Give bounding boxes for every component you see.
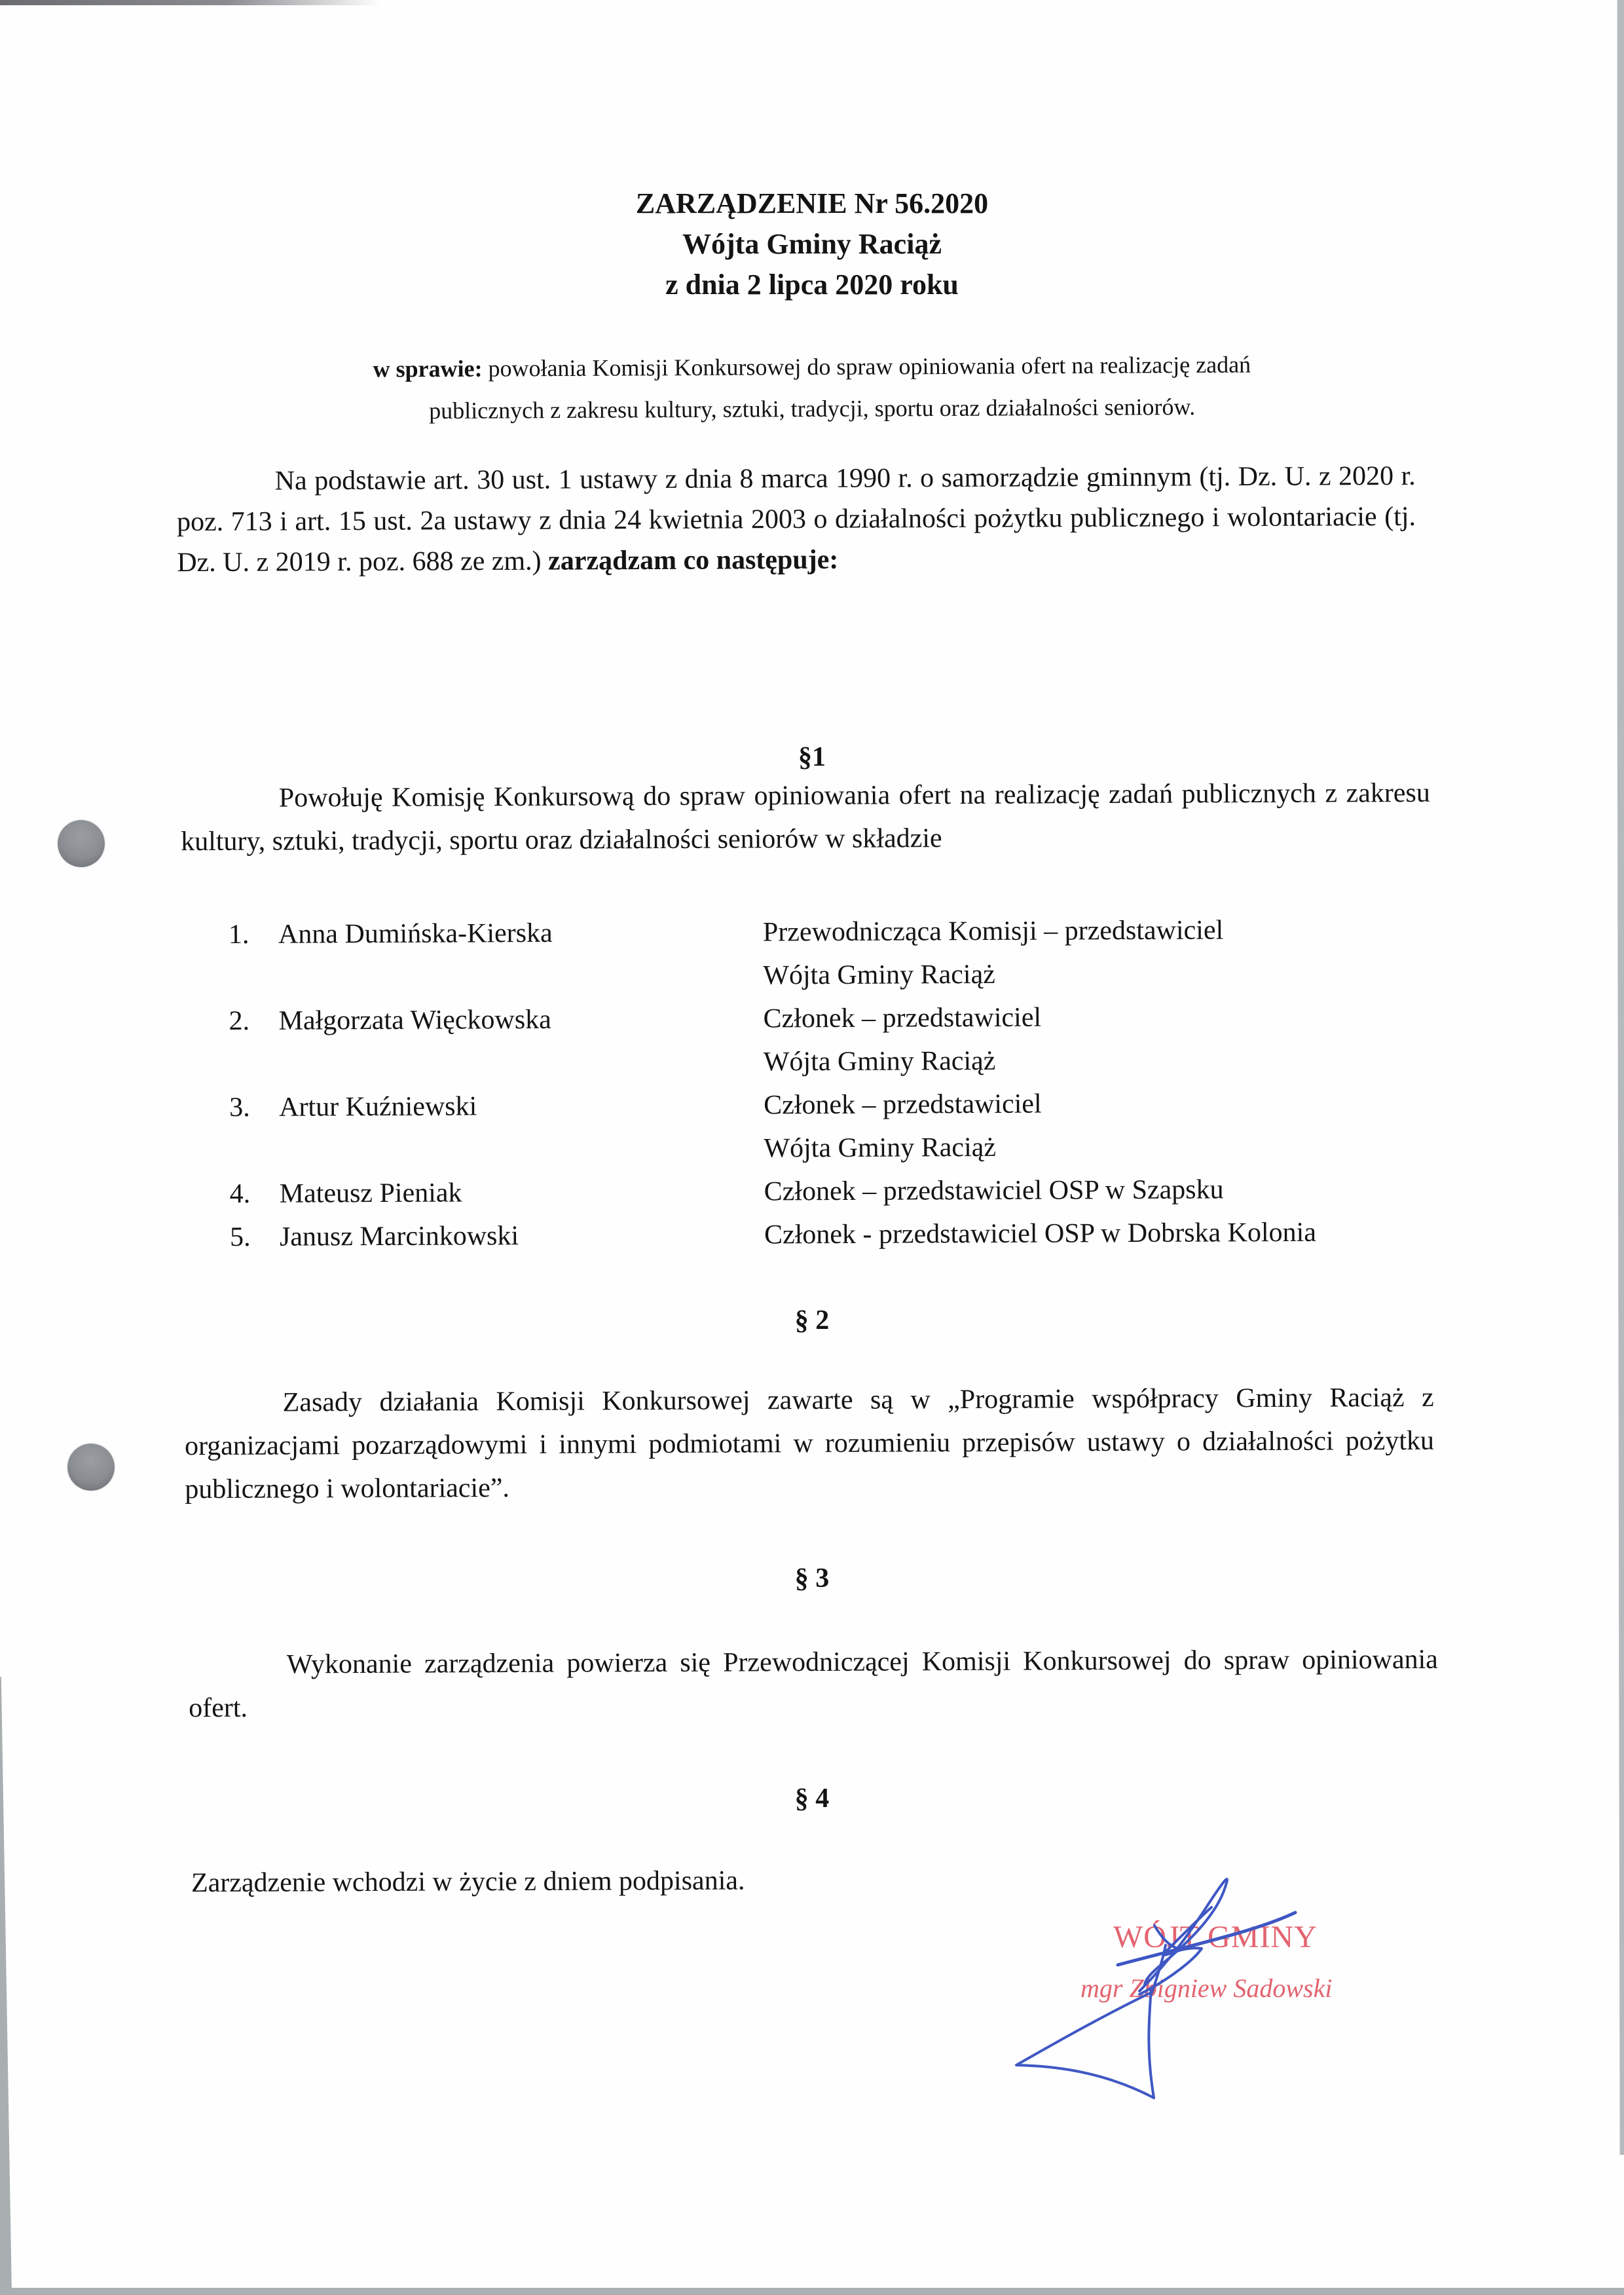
subject-text-line-2: publicznych z zakresu kultury, sztuki, tradycji, sportu oraz działalności seniorów. — [429, 393, 1196, 424]
member-role-line-1: Przewodnicząca Komisji – przedstawiciel — [762, 915, 1224, 948]
section-4-sign: § 4 — [794, 1783, 830, 1814]
scan-edge-bottom — [0, 2288, 1624, 2295]
member-role — [763, 908, 1441, 998]
member-name: Mateusz Pieniak — [279, 1178, 462, 1209]
member-name: Anna Dumińska-Kierska — [278, 918, 553, 950]
stamp-office: WÓJT GMINY — [1113, 1920, 1318, 1954]
member-name: Małgorzata Więckowska — [278, 1004, 551, 1036]
member-number: 4. — [229, 1178, 251, 1210]
member-name: Artur Kuźniewski — [279, 1091, 477, 1123]
subject-text-line-1: powołania Komisji Konkursowej do spraw opiniowania ofert na realizację zadań — [488, 351, 1251, 382]
member-role — [763, 994, 1441, 1084]
member-role-line-1: Członek – przedstawiciel — [763, 1002, 1042, 1034]
section-2-body: Zasady działania Komisji Konkursowej zawarte są w „Programie współpracy Gminy Raciąż z organizacjami pozarządowymi i innymi podmiotami w rozumieniu przepisów ustawy o działalności pożytku publicznego i wolontariacie”. — [184, 1382, 1435, 1505]
member-number: 2. — [229, 1005, 250, 1037]
scan-edge-right — [1614, 0, 1624, 2155]
section-2-sign: § 2 — [794, 1305, 830, 1335]
stamp-person: mgr Zbigniew Sadowski — [1080, 1973, 1333, 2003]
member-role — [764, 1210, 1441, 1257]
basis-text: Na podstawie art. 30 ust. 1 ustawy z dnia 8 marca 1990 r. o samorządzie gminnym (tj. Dz. U. z 2020 r. poz. 713 i art. 15 ust. 2a ustawy z dnia 24 kwietnia 2003 o działalności pożytku publicznego i wolontariacie (tj. Dz. U. z 2019 r. poz. 688 ze zm.) — [176, 460, 1416, 578]
member-role-line-1: Członek - przedstawiciel OSP w Dobrska Kolonia — [764, 1217, 1317, 1250]
committee-members-list — [229, 908, 1441, 1259]
member-number: 3. — [229, 1092, 250, 1123]
document-subject — [223, 343, 1402, 432]
punch-hole-icon — [67, 1444, 115, 1491]
section-3-sign: § 3 — [794, 1563, 830, 1594]
scan-edge-top — [0, 0, 380, 5]
member-role-line-1: Członek – przedstawiciel — [764, 1089, 1042, 1121]
subject-label: w sprawie: — [373, 355, 483, 382]
member-role-line-2: Wójta Gminy Raciąż — [763, 1045, 996, 1077]
section-1-body: Powołuję Komisję Konkursową do spraw opiniowania ofert na realizację zadań publicznych z zakresu kultury, sztuki, tradycji, sportu oraz działalności seniorów w składzie — [181, 777, 1430, 857]
member-role-line-2: Wójta Gminy Raciąż — [764, 1132, 997, 1164]
member-number: 5. — [229, 1222, 251, 1253]
section-2-text — [185, 1376, 1435, 1511]
member-row — [229, 908, 1441, 999]
document-title — [0, 183, 1624, 305]
member-row — [230, 1167, 1441, 1216]
section-3-text — [189, 1638, 1439, 1730]
title-line-3: z dnia 2 lipca 2020 roku — [665, 269, 959, 301]
member-row — [229, 994, 1441, 1086]
section-1-sign: §1 — [798, 742, 826, 772]
title-line-1: ZARZĄDZENIE Nr 56.2020 — [635, 187, 989, 219]
legal-basis — [177, 456, 1416, 583]
member-number: 1. — [228, 919, 249, 950]
official-stamp — [1022, 1899, 1428, 2096]
punch-hole-icon — [58, 820, 105, 867]
section-3-body: Wykonanie zarządzenia powierza się Przewodniczącej Komisji Konkursowej do spraw opiniowania ofert. — [189, 1644, 1438, 1724]
member-role — [764, 1167, 1441, 1214]
member-role — [764, 1081, 1441, 1170]
scan-edge-left — [0, 1677, 12, 2295]
member-role-line-2: Wójta Gminy Raciąż — [763, 959, 995, 991]
section-4-body: Zarządzenie wchodzi w życie z dniem podpisania. — [191, 1865, 745, 1899]
title-line-2: Wójta Gminy Raciąż — [682, 228, 942, 260]
member-role-line-1: Członek – przedstawiciel OSP w Szapsku — [764, 1174, 1224, 1207]
section-4-text — [191, 1856, 1441, 1905]
section-1-text — [181, 772, 1431, 863]
basis-decree: zarządzam co następuje: — [548, 544, 839, 576]
member-row — [229, 1081, 1441, 1172]
member-name: Janusz Marcinkowski — [279, 1221, 519, 1252]
member-row — [230, 1210, 1441, 1259]
